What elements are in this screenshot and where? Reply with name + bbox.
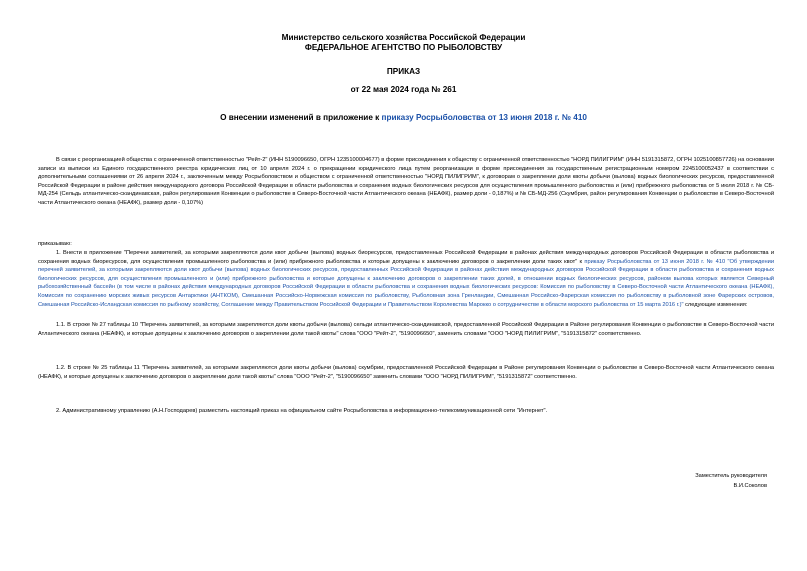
item-2-text: 2. Административному управлению (А.Н.Господарев) разместить настоящий приказ на официальном сайте Росрыболовства в информационно-телекоммуникационной сети "Интернет".: [56, 408, 548, 414]
item-1-2-text: 1.2. В строке № 25 таблицы 11 "Перечень заявителей, за которыми закрепляются доли квоты добычи (вылова) скумбрии, предоставленной Российской Федерации в Районе регулирования Конвенции о рыболовстве в Северо-Восточной части Атлантического океана (НЕАФК), и которые допущены к заключению договоров о закреплении доли такой квоты" слова "ООО "Рейт-2", "5190096650" заменить словами "ООО "НОРД ПИЛИГРИМ", "5191315872" соответственно.: [38, 365, 774, 380]
item-1-order-link[interactable]: приказу Росрыболовства от 13 июня 2018 г. № 410 "Об утверждении перечней заявителей, за которыми закрепляются доли квот добычи (вылова) водных биологических ресурсов, предоставленных Российской Федерации в районах действия международных договоров Российской Федерации в области рыболовства и сохранения водных биологических ресурсов, для осуществления промышленного и (или) прибрежного рыболовства и которые допущены к заключению договоров о закреплении таких долей, в отношении водных биологических ресурсов, районом вылова которых является Северный рыбохозяйственный бассейн (в том числе в районах действия международных договоров Российской Федерации в области рыболовства и сохранения водных биологических ресурсов: Комиссия по рыболовству в Северо-Восточной части Атлантического океана (НЕАФК), Комиссия по сохранению морских живых ресурсов Антарктики (АНТКОМ), Смешанная Российско-Норвежская комиссия по рыболовству, Рыболовная зона Гренландии, Смешанная Российско-Фарерская комиссия по рыболовству в рыболовной зоне Фарерских островов, Смешанная Российско-Исландская комиссия по рыбному хозяйству, Соглашение между Правительством Российской Федерации и Правительством Королевства Марокко о сотрудничестве в области морского рыболовства от 15 марта 2016 г.)": [38, 258, 775, 308]
agency-name: ФЕДЕРАЛЬНОЕ АГЕНТСТВО ПО РЫБОЛОВСТВУ: [304, 43, 503, 52]
signatory-name: В.И.Соколов: [733, 483, 767, 489]
item-2-paragraph: [38, 407, 774, 416]
document-date-number: от 22 мая 2024 года № 261: [350, 85, 457, 94]
preamble-paragraph: [38, 156, 774, 208]
item-1-2-paragraph: [38, 364, 774, 381]
item-1-paragraph: [38, 249, 774, 309]
signatory-title: Заместитель руководителя: [695, 473, 767, 479]
preamble-text: В связи с реорганизацией общества с ограниченной ответственностью "Рейт-2" (ИНН 5190096650, ОГРН 1235100004677) в форме присоединения к обществу с ограниченной ответственностью "НОРД ПИЛИГРИМ" (ИНН 5191315872, ОГРН 1025100857726) на основании записи из выписки из Единого государственного реестра юридических лиц от 10 апреля 2024 г. о прекращении юридического лица путем реорганизации в форме присоединения за государственным регистрационным номером 2245100052437 в соответствии с дополнительными соглашениями от 26 апреля 2024 г., заключенным между Росрыболовством и обществом с ограниченной ответственностью "НОРД ПИЛИГРИМ", к договорам о закреплении доли квоты добычи (вылова) водных биологических ресурсов, предоставленной Российской Федерации в районе действия международного договора Российской Федерации в области рыболовства и сохранения водных биологических ресурсов для осуществления промышленного рыболовства и (или) прибрежного рыболовства от 5 июля 2018 г. № СБ-МД-254 (Сельдь атлантическо-скандинавская, район регулирования Конвенции о рыболовстве в Северо-Восточной части Атлантического океана (НЕАФК), размер доли - 0,187%) и № СБ-МД-256 (Скумбрия, район регулирования Конвенции о рыболовстве в Северо-Восточной части Атлантического океана (НЕАФК), размер доли - 0,107%): [38, 157, 774, 206]
order-word: приказываю:: [38, 241, 72, 247]
item-1-1-text: 1.1. В строке № 27 таблицы 10 "Перечень заявителей, за которыми закрепляются доли квоты добычи (вылова) сельди атлантическо-скандинавской, предоставленной Российской Федерации в Районе регулирования Конвенции о рыболовстве в Северо-Восточной части Атлантического океана (НЕАФК), и которые допущены к заключению договоров о закреплении доли такой квоты" слова "ООО "Рейт-2", "5190096650", заменить словами "ООО "НОРД ПИЛИГРИМ", "5191315872" соответственно.: [38, 322, 774, 337]
document-subject: [0, 113, 807, 123]
item-1-1-paragraph: [38, 321, 774, 338]
subject-prefix: О внесении изменений в приложение к: [220, 113, 382, 122]
order-word-paragraph: [38, 240, 774, 249]
document-type: ПРИКАЗ: [386, 67, 421, 76]
ministry-name: Министерство сельского хозяйства Российской Федерации: [281, 33, 526, 42]
item-1-text: [38, 249, 774, 309]
item-1-suffix: следующие изменения:: [683, 301, 748, 308]
subject-order-link[interactable]: приказу Росрыболовства от 13 июня 2018 г. № 410: [381, 113, 587, 122]
item-1-prefix: 1. Внести в приложение "Перечни заявителей, за которыми закрепляются доли квот добычи (вылова) водных биоресурсов, предоставленных Российской Федерации в районах действия международных договоров Российской Федерации в области рыболовства и сохранения водных биоресурсов, для осуществления промышленного рыболовства и (или) прибрежного рыболовства и которые допущены к заключению договоров о закреплении доли таких квот" к: [38, 250, 774, 265]
